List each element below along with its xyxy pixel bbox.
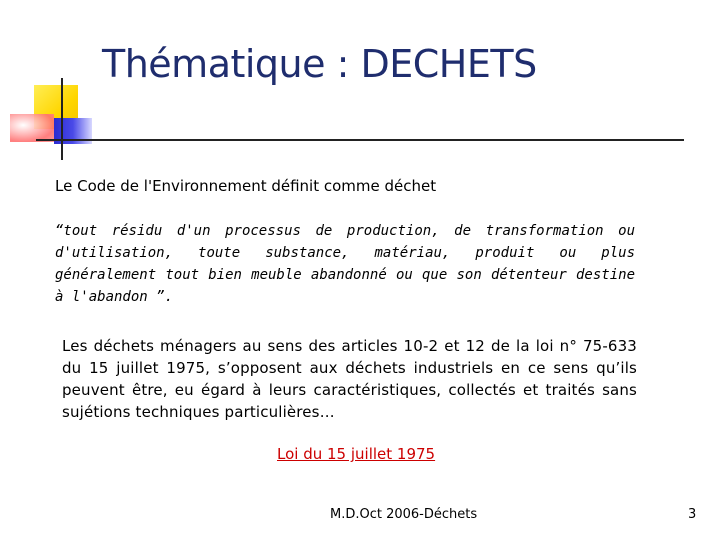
household-waste-paragraph: Les déchets ménagers au sens des articles 10-2 et 12 de la loi n° 75-633 du 15 juillet 1975, s’opposent aux déchets industriels en ce sens qu’ils peuvent être, eu égard à leurs caractéristiques, collectés et traités sans sujétions techniques particulières… <box>62 337 637 421</box>
decor-red-square <box>10 114 54 142</box>
definition-quote: “tout résidu d'un processus de production, de transformation ou d'utilisation, toute substance, matériau, produit ou plus généralement tout bien meuble abandonné ou que son détenteur destine à l'abandon ”. <box>55 223 635 305</box>
decor-vertical-rule <box>61 78 63 160</box>
law-reference-link[interactable]: Loi du 15 juillet 1975 <box>277 445 436 463</box>
intro-text: Le Code de l'Environnement définit comme déchet <box>55 177 437 195</box>
page-number: 3 <box>688 507 697 522</box>
slide-title: Thématique : DECHETS <box>102 42 537 86</box>
slide-footer: M.D.Oct 2006-Déchets <box>330 507 478 522</box>
title-underline-rule <box>36 139 684 141</box>
